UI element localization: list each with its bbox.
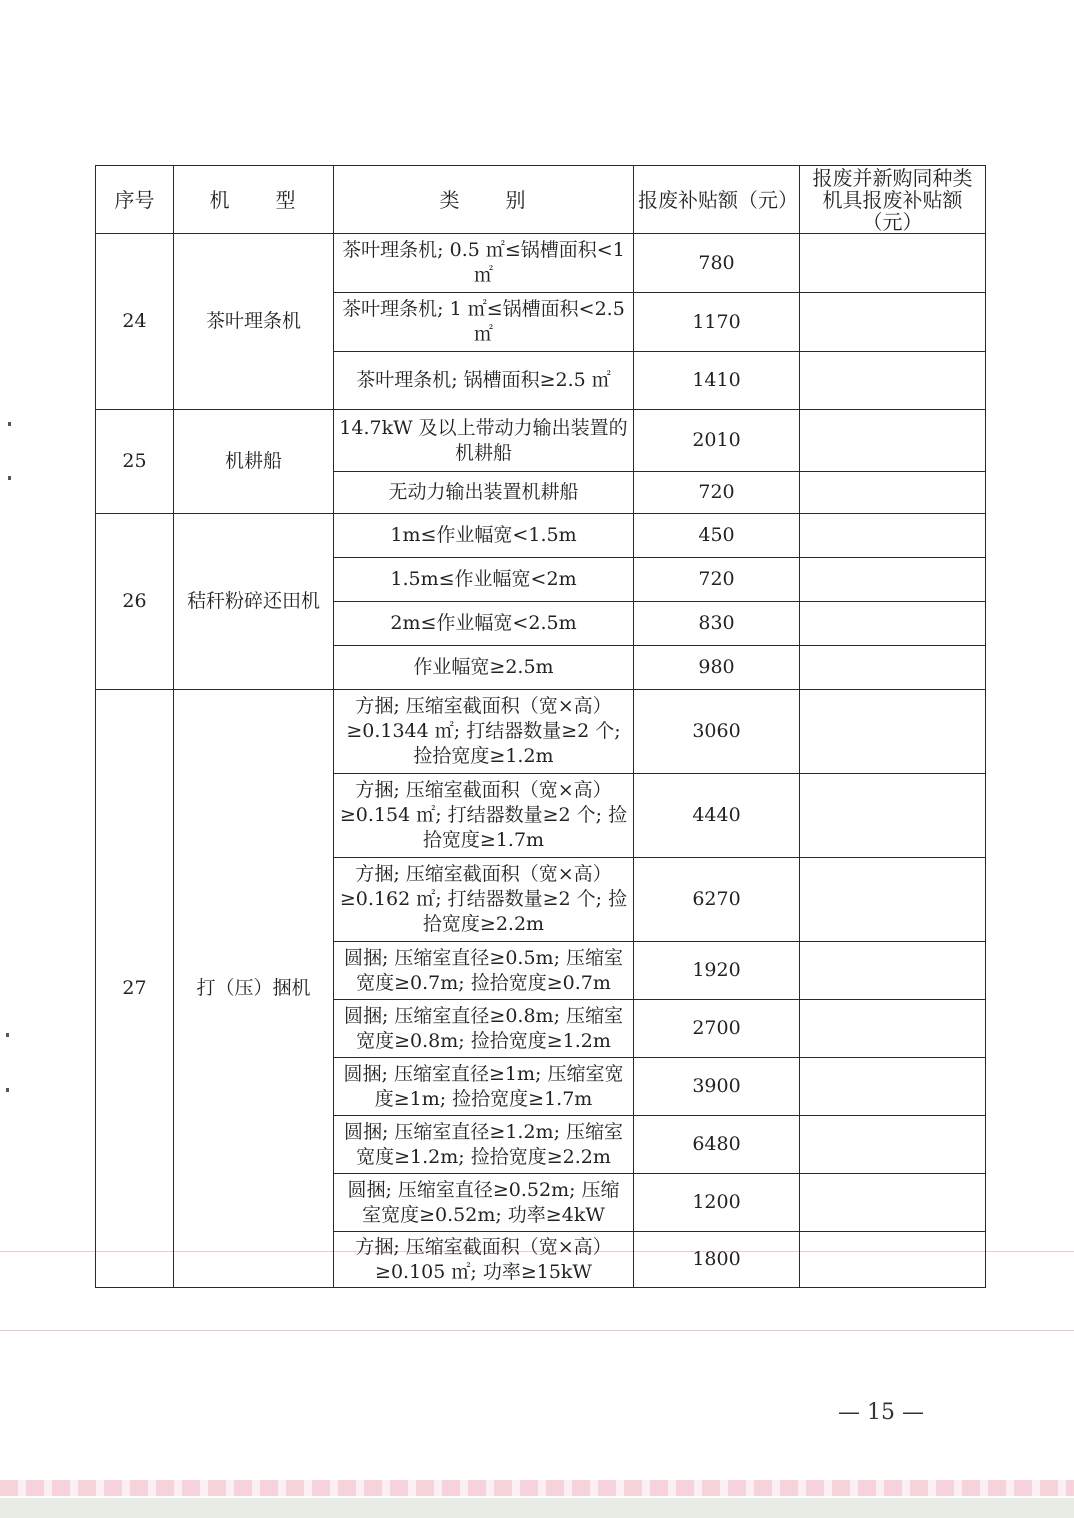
row-category: 茶叶理条机; 锅槽面积≥2.5 ㎡ — [334, 352, 634, 410]
scan-speck — [8, 422, 11, 426]
row-subsidy-new — [800, 1174, 986, 1232]
row-category: 2m≤作业幅宽<2.5m — [334, 602, 634, 646]
row-category: 圆捆; 压缩室直径≥0.8m; 压缩室宽度≥0.8m; 捡拾宽度≥1.2m — [334, 1000, 634, 1058]
scan-line — [0, 1330, 1074, 1331]
row-subsidy: 1170 — [634, 293, 800, 352]
row-subsidy-new — [800, 602, 986, 646]
scan-speck — [8, 476, 11, 480]
scan-edge — [0, 1480, 1074, 1496]
row-subsidy: 780 — [634, 234, 800, 293]
row-subsidy: 1410 — [634, 352, 800, 410]
row-subsidy-new — [800, 352, 986, 410]
row-subsidy: 720 — [634, 472, 800, 514]
row-subsidy-new — [800, 1058, 986, 1116]
row-subsidy: 450 — [634, 514, 800, 558]
row-category: 方捆; 压缩室截面积（宽×高）≥0.154 ㎡; 打结器数量≥2 个; 捡拾宽度≥1.7m — [334, 774, 634, 858]
row-category: 1.5m≤作业幅宽<2m — [334, 558, 634, 602]
row-subsidy: 2700 — [634, 1000, 800, 1058]
row-subsidy-new — [800, 472, 986, 514]
row-subsidy-new — [800, 1116, 986, 1174]
row-subsidy-new — [800, 942, 986, 1000]
row-subsidy: 830 — [634, 602, 800, 646]
table-row — [96, 410, 986, 472]
header-subsidy: 报废补贴额（元） — [634, 166, 800, 234]
scan-speck — [6, 1033, 9, 1037]
row-category: 方捆; 压缩室截面积（宽×高）≥0.162 ㎡; 打结器数量≥2 个; 捡拾宽度≥2.2m — [334, 858, 634, 942]
header-subsidy-new: 报废并新购同种类机具报废补贴额（元） — [800, 166, 986, 234]
row-category: 圆捆; 压缩室直径≥0.52m; 压缩室宽度≥0.52m; 功率≥4kW — [334, 1174, 634, 1232]
row-index: 25 — [96, 410, 174, 514]
row-subsidy-new — [800, 410, 986, 472]
row-category: 茶叶理条机; 0.5 ㎡≤锅槽面积<1 ㎡ — [334, 234, 634, 293]
row-subsidy: 2010 — [634, 410, 800, 472]
row-category: 14.7kW 及以上带动力输出装置的机耕船 — [334, 410, 634, 472]
row-subsidy-new — [800, 1000, 986, 1058]
table-row — [96, 690, 986, 774]
row-subsidy-new — [800, 646, 986, 690]
row-index: 27 — [96, 690, 174, 1288]
row-category: 圆捆; 压缩室直径≥0.5m; 压缩室宽度≥0.7m; 捡拾宽度≥0.7m — [334, 942, 634, 1000]
row-category: 作业幅宽≥2.5m — [334, 646, 634, 690]
row-model: 打（压）捆机 — [174, 690, 334, 1288]
row-category: 方捆; 压缩室截面积（宽×高）≥0.1344 ㎡; 打结器数量≥2 个; 捡拾宽度≥1.2m — [334, 690, 634, 774]
row-model: 茶叶理条机 — [174, 234, 334, 410]
row-subsidy: 1920 — [634, 942, 800, 1000]
row-subsidy: 3900 — [634, 1058, 800, 1116]
row-subsidy-new — [800, 858, 986, 942]
row-subsidy-new — [800, 558, 986, 602]
row-category: 茶叶理条机; 1 ㎡≤锅槽面积<2.5 ㎡ — [334, 293, 634, 352]
header-index: 序号 — [96, 166, 174, 234]
subsidy-table — [95, 165, 986, 1288]
row-model: 秸秆粉碎还田机 — [174, 514, 334, 690]
row-subsidy: 1800 — [634, 1232, 800, 1288]
row-subsidy-new — [800, 1232, 986, 1288]
header-model: 机 型 — [174, 166, 334, 234]
page-number: — 15 — — [838, 1400, 924, 1425]
row-subsidy-new — [800, 514, 986, 558]
row-index: 24 — [96, 234, 174, 410]
row-index: 26 — [96, 514, 174, 690]
table-header-row — [96, 166, 986, 234]
row-subsidy: 720 — [634, 558, 800, 602]
row-category: 圆捆; 压缩室直径≥1m; 压缩室宽度≥1m; 捡拾宽度≥1.7m — [334, 1058, 634, 1116]
row-subsidy: 3060 — [634, 690, 800, 774]
table-row — [96, 514, 986, 558]
scan-edge — [0, 1498, 1074, 1518]
row-subsidy: 6270 — [634, 858, 800, 942]
header-category: 类 别 — [334, 166, 634, 234]
row-category: 方捆; 压缩室截面积（宽×高）≥0.105 ㎡; 功率≥15kW — [334, 1232, 634, 1288]
scan-speck — [6, 1088, 9, 1092]
row-category: 无动力输出装置机耕船 — [334, 472, 634, 514]
row-subsidy: 4440 — [634, 774, 800, 858]
row-model: 机耕船 — [174, 410, 334, 514]
table-row — [96, 234, 986, 293]
row-subsidy: 980 — [634, 646, 800, 690]
row-subsidy-new — [800, 234, 986, 293]
row-category: 1m≤作业幅宽<1.5m — [334, 514, 634, 558]
row-subsidy-new — [800, 690, 986, 774]
row-subsidy-new — [800, 293, 986, 352]
row-subsidy: 6480 — [634, 1116, 800, 1174]
row-category: 圆捆; 压缩室直径≥1.2m; 压缩室宽度≥1.2m; 捡拾宽度≥2.2m — [334, 1116, 634, 1174]
row-subsidy-new — [800, 774, 986, 858]
row-subsidy: 1200 — [634, 1174, 800, 1232]
